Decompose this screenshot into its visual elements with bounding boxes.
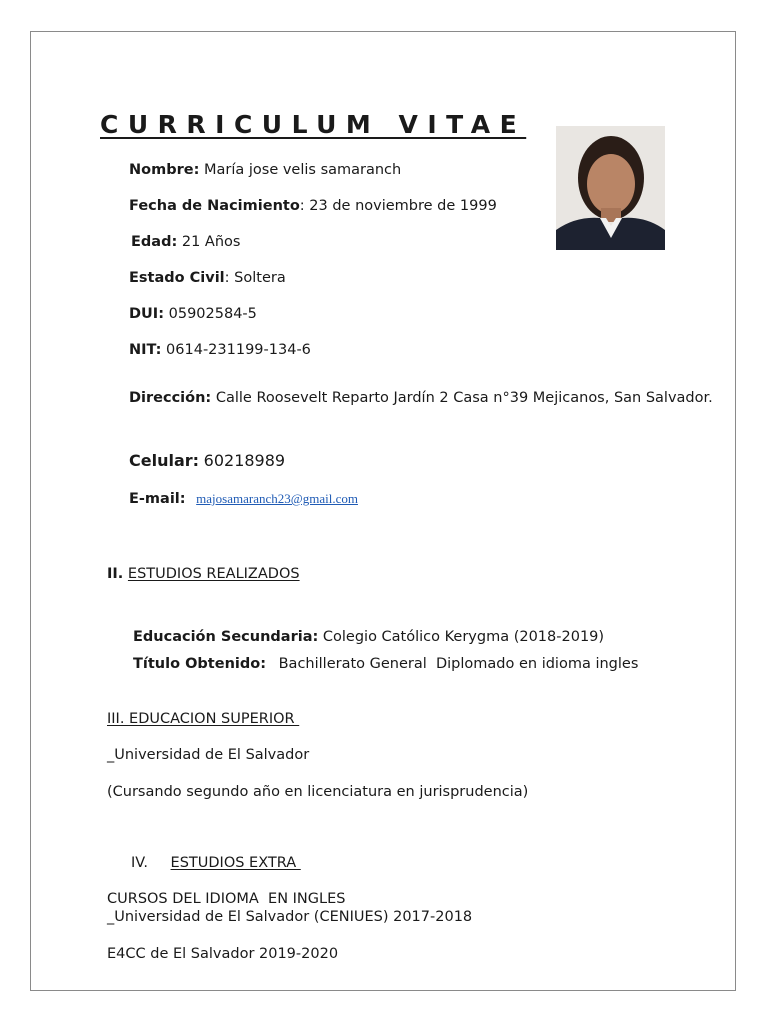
nit-label: NIT:: [129, 342, 162, 358]
address-value: Calle Roosevelt Reparto Jardín 2 Casa n°39 Mejicanos, San Salvador.: [215, 390, 713, 406]
age-label: Edad:: [131, 234, 178, 250]
phone-label: Celular:: [129, 451, 200, 470]
degree-label: Título Obtenido:: [133, 656, 266, 672]
degree-value: Bachillerato General Diplomado en idioma ingles: [278, 656, 639, 672]
higher-education-heading: [107, 711, 299, 727]
secondary-education-line: [133, 629, 604, 645]
dob-line: [129, 198, 497, 214]
address-label: Dirección:: [129, 390, 212, 406]
phone-value: 60218989: [203, 451, 286, 470]
courses-title: CURSOS DEL IDIOMA EN INGLES: [107, 891, 346, 907]
university-line: _Universidad de El Salvador: [107, 747, 310, 763]
course-item-2: E4CC de El Salvador 2019-2020: [107, 946, 339, 962]
career-line: (Cursando segundo año en licenciatura en jurisprudencia): [107, 784, 529, 800]
name-line: [129, 162, 401, 178]
extra-studies-numeral: IV.: [131, 855, 148, 871]
age-value: 21 Años: [181, 234, 241, 250]
studies-numeral: II.: [107, 566, 124, 582]
dui-value: 05902584-5: [168, 306, 257, 322]
document-title: CURRICULUM VITAE: [100, 110, 527, 139]
civil-status-label: Estado Civil: [129, 270, 225, 286]
address-line: [129, 380, 732, 416]
civil-status-value: : Soltera: [224, 270, 286, 286]
profile-photo: [556, 126, 665, 250]
dob-value: : 23 de noviembre de 1999: [299, 198, 497, 214]
nit-line: [129, 342, 311, 358]
email-line: [129, 491, 358, 507]
civil-status-line: [129, 270, 286, 286]
name-label: Nombre:: [129, 162, 200, 178]
studies-heading: [107, 566, 300, 582]
age-line: [131, 234, 240, 250]
phone-line: [129, 451, 285, 470]
dui-label: DUI:: [129, 306, 165, 322]
secondary-education-label: Educación Secundaria:: [133, 629, 319, 645]
secondary-education-value: Colegio Católico Kerygma (2018-2019): [322, 629, 605, 645]
dob-label: Fecha de Nacimiento: [129, 198, 300, 214]
nit-value: 0614-231199-134-6: [166, 342, 311, 358]
degree-line: [133, 656, 638, 672]
course-item-1: _Universidad de El Salvador (CENIUES) 2017-2018: [107, 909, 473, 925]
extra-studies-title: ESTUDIOS EXTRA: [170, 855, 301, 871]
higher-education-title: III. EDUCACION SUPERIOR: [107, 711, 300, 727]
dui-line: [129, 306, 257, 322]
studies-title: ESTUDIOS REALIZADOS: [127, 566, 300, 582]
email-label: E-mail:: [129, 491, 186, 507]
name-value: María jose velis samaranch: [203, 162, 402, 178]
extra-studies-heading: [131, 855, 301, 871]
email-link[interactable]: majosamaranch23@gmail.com: [196, 491, 358, 506]
